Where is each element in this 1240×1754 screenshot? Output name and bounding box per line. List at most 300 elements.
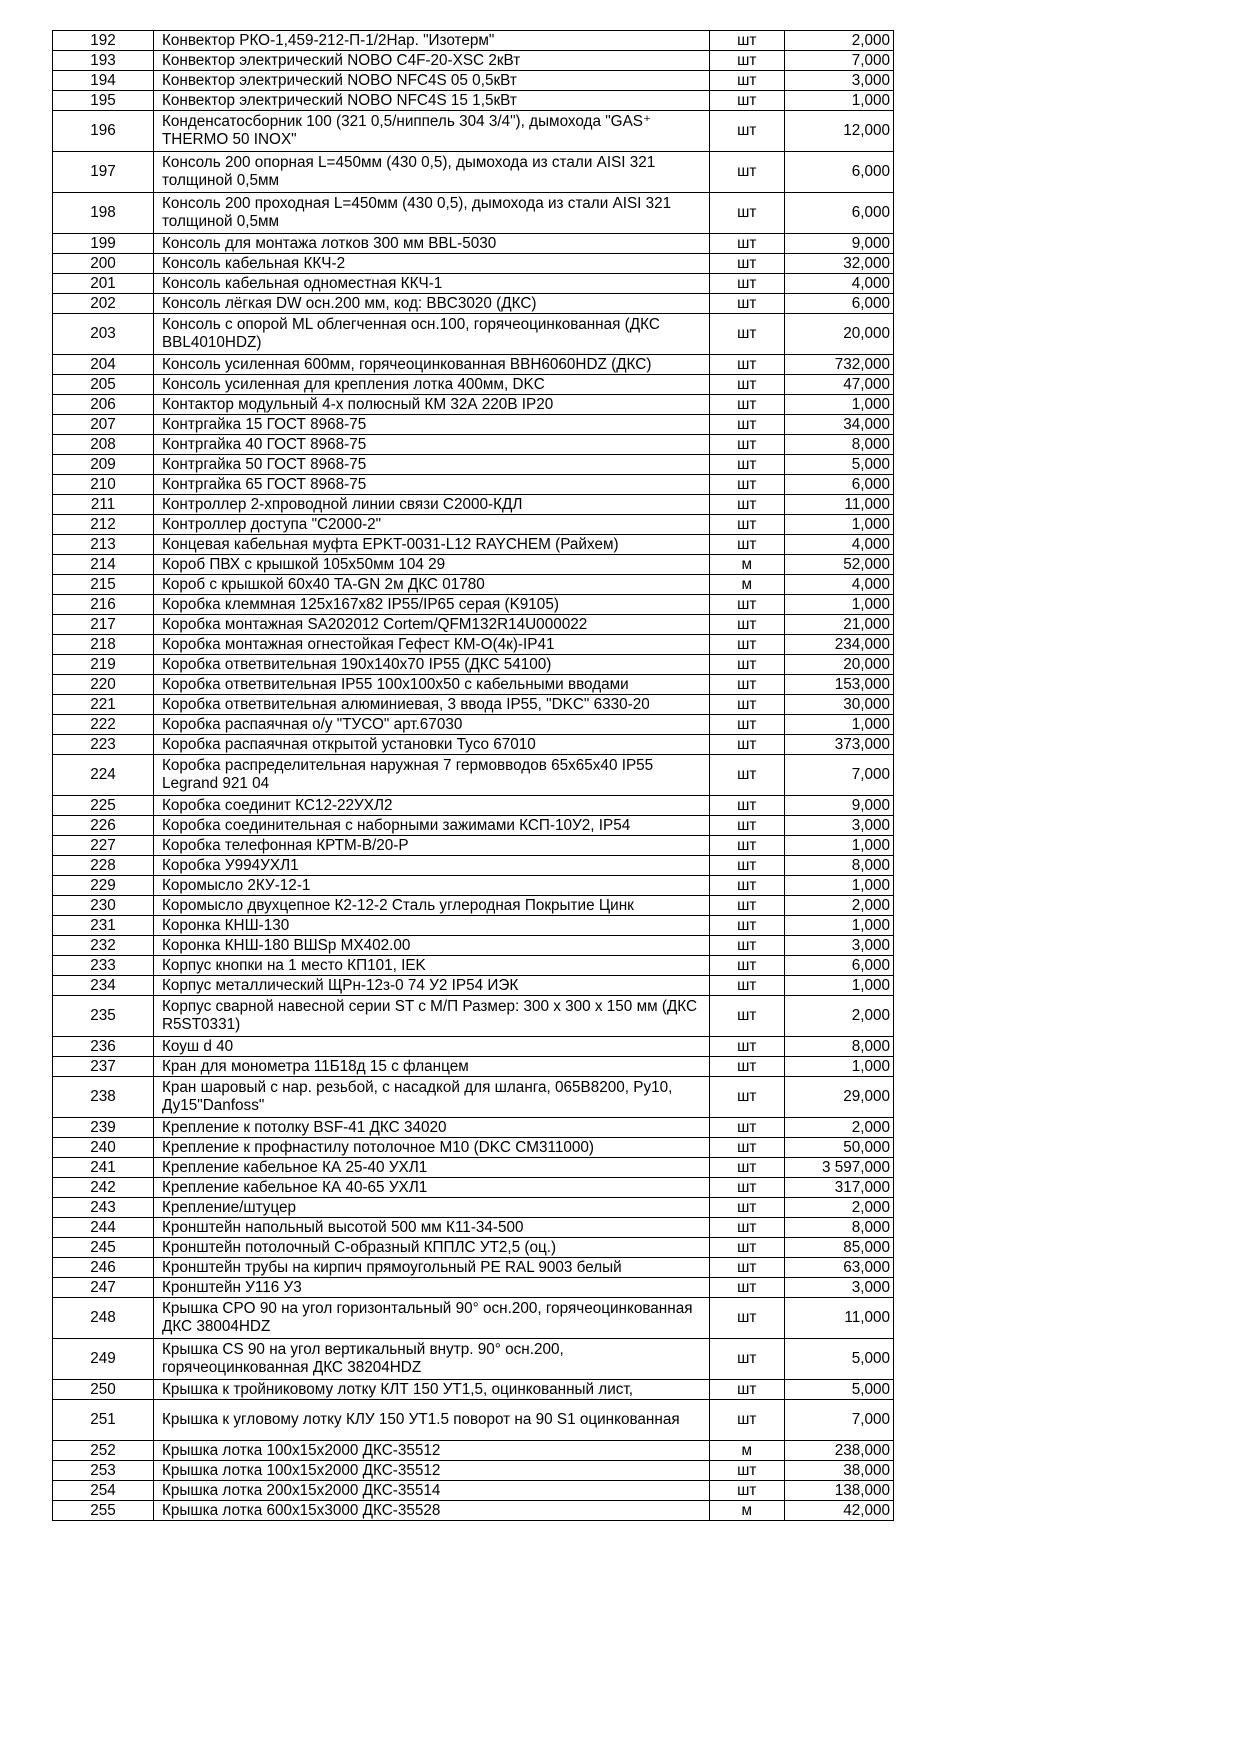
quantity-cell: 238,000 bbox=[784, 1441, 893, 1461]
quantity-cell: 8,000 bbox=[784, 856, 893, 876]
unit-cell: шт bbox=[709, 595, 784, 615]
description-cell: Контроллер 2-хпроводной линии связи С2000-КДЛ bbox=[153, 495, 709, 515]
quantity-cell: 6,000 bbox=[784, 475, 893, 495]
row-number-cell: 244 bbox=[53, 1218, 154, 1238]
unit-cell: шт bbox=[709, 715, 784, 735]
table-row bbox=[53, 856, 894, 876]
row-number-cell: 239 bbox=[53, 1118, 154, 1138]
unit-cell: шт bbox=[709, 956, 784, 976]
quantity-cell: 52,000 bbox=[784, 555, 893, 575]
description-cell: Конвектор электрический NOBO NFC4S 05 0,5кВт bbox=[153, 71, 709, 91]
table-row bbox=[53, 475, 894, 495]
description-cell: Короб ПВХ с крышкой 105х50мм 104 29 bbox=[153, 555, 709, 575]
description-cell: Консоль лёгкая DW осн.200 мм, код: BBC3020 (ДКС) bbox=[153, 294, 709, 314]
row-number-cell: 230 bbox=[53, 896, 154, 916]
description-cell: Контактор модульный 4-х полюсный КМ 32А 220В IP20 bbox=[153, 395, 709, 415]
row-number-cell: 228 bbox=[53, 856, 154, 876]
quantity-cell: 34,000 bbox=[784, 415, 893, 435]
table-row bbox=[53, 274, 894, 294]
quantity-cell: 3,000 bbox=[784, 936, 893, 956]
quantity-cell: 1,000 bbox=[784, 91, 893, 111]
unit-cell: шт bbox=[709, 1339, 784, 1380]
unit-cell: м bbox=[709, 555, 784, 575]
description-cell: Коронка КНШ-180 BШSp MX402.00 bbox=[153, 936, 709, 956]
description-cell: Крышка лотка 600х15х3000 ДКС-35528 bbox=[153, 1501, 709, 1521]
row-number-cell: 197 bbox=[53, 152, 154, 193]
quantity-cell: 1,000 bbox=[784, 1057, 893, 1077]
quantity-cell: 7,000 bbox=[784, 51, 893, 71]
description-cell: Коромысло двухцепное К2-12-2 Сталь углеродная Покрытие Цинк bbox=[153, 896, 709, 916]
unit-cell: шт bbox=[709, 51, 784, 71]
description-cell: Крышка к тройниковому лотку КЛТ 150 УТ1,5, оцинкованный лист, bbox=[153, 1380, 709, 1400]
quantity-cell: 2,000 bbox=[784, 896, 893, 916]
quantity-cell: 6,000 bbox=[784, 193, 893, 234]
table-row bbox=[53, 936, 894, 956]
quantity-cell: 8,000 bbox=[784, 1218, 893, 1238]
quantity-cell: 38,000 bbox=[784, 1461, 893, 1481]
table-row bbox=[53, 1178, 894, 1198]
unit-cell: шт bbox=[709, 735, 784, 755]
description-cell: Консоль кабельная ККЧ-2 bbox=[153, 254, 709, 274]
row-number-cell: 247 bbox=[53, 1278, 154, 1298]
unit-cell: шт bbox=[709, 1178, 784, 1198]
description-cell: Консоль с опорой ML облегченная осн.100, горячеоцинкованная (ДКС BBL4010HDZ) bbox=[153, 314, 709, 355]
table-row bbox=[53, 755, 894, 796]
table-row bbox=[53, 916, 894, 936]
unit-cell: шт bbox=[709, 234, 784, 254]
row-number-cell: 232 bbox=[53, 936, 154, 956]
description-cell: Корпус сварной навесной серии ST с М/П Размер: 300 х 300 х 150 мм (ДКС R5ST0331) bbox=[153, 996, 709, 1037]
description-cell: Коромысло 2КУ-12-1 bbox=[153, 876, 709, 896]
unit-cell: шт bbox=[709, 455, 784, 475]
quantity-cell: 47,000 bbox=[784, 375, 893, 395]
quantity-cell: 29,000 bbox=[784, 1077, 893, 1118]
unit-cell: шт bbox=[709, 314, 784, 355]
description-cell: Коробка ответвительная IP55 100х100х50 с кабельными вводами bbox=[153, 675, 709, 695]
inventory-sheet bbox=[52, 30, 894, 1521]
row-number-cell: 237 bbox=[53, 1057, 154, 1077]
unit-cell: шт bbox=[709, 515, 784, 535]
table-row bbox=[53, 675, 894, 695]
quantity-cell: 153,000 bbox=[784, 675, 893, 695]
description-cell: Кронштейн трубы на кирпич прямоугольный PE RAL 9003 белый bbox=[153, 1258, 709, 1278]
table-row bbox=[53, 1258, 894, 1278]
description-cell: Контргайка 40 ГОСТ 8968-75 bbox=[153, 435, 709, 455]
quantity-cell: 6,000 bbox=[784, 956, 893, 976]
quantity-cell: 1,000 bbox=[784, 395, 893, 415]
description-cell: Коробка распаячная открытой установки Tyco 67010 bbox=[153, 735, 709, 755]
row-number-cell: 226 bbox=[53, 816, 154, 836]
quantity-cell: 42,000 bbox=[784, 1501, 893, 1521]
unit-cell: шт bbox=[709, 193, 784, 234]
table-row bbox=[53, 575, 894, 595]
table-row bbox=[53, 1380, 894, 1400]
table-row bbox=[53, 254, 894, 274]
description-cell: Коробка соединительная с наборными зажимами КСП-10У2, IP54 bbox=[153, 816, 709, 836]
quantity-cell: 5,000 bbox=[784, 1380, 893, 1400]
description-cell: Крепление к потолку BSF-41 ДКС 34020 bbox=[153, 1118, 709, 1138]
table-row bbox=[53, 1077, 894, 1118]
table-row bbox=[53, 1278, 894, 1298]
unit-cell: шт bbox=[709, 695, 784, 715]
row-number-cell: 216 bbox=[53, 595, 154, 615]
table-row bbox=[53, 1481, 894, 1501]
row-number-cell: 223 bbox=[53, 735, 154, 755]
quantity-cell: 8,000 bbox=[784, 1037, 893, 1057]
row-number-cell: 207 bbox=[53, 415, 154, 435]
description-cell: Конвектор электрический NOBO NFC4S 15 1,5кВт bbox=[153, 91, 709, 111]
unit-cell: шт bbox=[709, 1218, 784, 1238]
row-number-cell: 242 bbox=[53, 1178, 154, 1198]
row-number-cell: 231 bbox=[53, 916, 154, 936]
description-cell: Кронштейн У116 У3 bbox=[153, 1278, 709, 1298]
quantity-cell: 1,000 bbox=[784, 515, 893, 535]
description-cell: Крышка лотка 200х15х2000 ДКС-35514 bbox=[153, 1481, 709, 1501]
row-number-cell: 235 bbox=[53, 996, 154, 1037]
table-row bbox=[53, 555, 894, 575]
description-cell: Коуш d 40 bbox=[153, 1037, 709, 1057]
row-number-cell: 221 bbox=[53, 695, 154, 715]
description-cell: Контроллер доступа "С2000-2" bbox=[153, 515, 709, 535]
description-cell: Корпус кнопки на 1 место КП101, IEK bbox=[153, 956, 709, 976]
unit-cell: шт bbox=[709, 535, 784, 555]
unit-cell: шт bbox=[709, 254, 784, 274]
unit-cell: шт bbox=[709, 1198, 784, 1218]
unit-cell: шт bbox=[709, 836, 784, 856]
unit-cell: шт bbox=[709, 655, 784, 675]
unit-cell: шт bbox=[709, 1461, 784, 1481]
table-row bbox=[53, 355, 894, 375]
table-row bbox=[53, 816, 894, 836]
unit-cell: шт bbox=[709, 856, 784, 876]
description-cell: Крышка CS 90 на угол вертикальный внутр. 90° осн.200, горячеоцинкованная ДКС 38204HDZ bbox=[153, 1339, 709, 1380]
row-number-cell: 204 bbox=[53, 355, 154, 375]
row-number-cell: 236 bbox=[53, 1037, 154, 1057]
table-row bbox=[53, 595, 894, 615]
quantity-cell: 1,000 bbox=[784, 876, 893, 896]
table-row bbox=[53, 876, 894, 896]
row-number-cell: 255 bbox=[53, 1501, 154, 1521]
row-number-cell: 205 bbox=[53, 375, 154, 395]
table-row bbox=[53, 375, 894, 395]
row-number-cell: 192 bbox=[53, 31, 154, 51]
unit-cell: шт bbox=[709, 936, 784, 956]
table-row bbox=[53, 1118, 894, 1138]
quantity-cell: 1,000 bbox=[784, 836, 893, 856]
table-row bbox=[53, 314, 894, 355]
unit-cell: шт bbox=[709, 91, 784, 111]
unit-cell: шт bbox=[709, 1238, 784, 1258]
quantity-cell: 4,000 bbox=[784, 535, 893, 555]
quantity-cell: 63,000 bbox=[784, 1258, 893, 1278]
table-row bbox=[53, 415, 894, 435]
unit-cell: шт bbox=[709, 615, 784, 635]
description-cell: Консоль для монтажа лотков 300 мм BBL-5030 bbox=[153, 234, 709, 254]
row-number-cell: 225 bbox=[53, 796, 154, 816]
quantity-cell: 6,000 bbox=[784, 294, 893, 314]
quantity-cell: 2,000 bbox=[784, 1198, 893, 1218]
unit-cell: м bbox=[709, 575, 784, 595]
table-row bbox=[53, 1298, 894, 1339]
unit-cell: шт bbox=[709, 1158, 784, 1178]
quantity-cell: 1,000 bbox=[784, 916, 893, 936]
unit-cell: шт bbox=[709, 274, 784, 294]
table-row bbox=[53, 956, 894, 976]
table-row bbox=[53, 735, 894, 755]
quantity-cell: 373,000 bbox=[784, 735, 893, 755]
row-number-cell: 214 bbox=[53, 555, 154, 575]
description-cell: Консоль усиленная для крепления лотка 400мм, DKC bbox=[153, 375, 709, 395]
row-number-cell: 196 bbox=[53, 111, 154, 152]
row-number-cell: 227 bbox=[53, 836, 154, 856]
unit-cell: шт bbox=[709, 1037, 784, 1057]
table-row bbox=[53, 1400, 894, 1441]
table-row bbox=[53, 31, 894, 51]
row-number-cell: 202 bbox=[53, 294, 154, 314]
row-number-cell: 253 bbox=[53, 1461, 154, 1481]
table-row bbox=[53, 515, 894, 535]
table-row bbox=[53, 1037, 894, 1057]
unit-cell: м bbox=[709, 1441, 784, 1461]
unit-cell: шт bbox=[709, 896, 784, 916]
table-row bbox=[53, 1218, 894, 1238]
row-number-cell: 215 bbox=[53, 575, 154, 595]
description-cell: Контргайка 65 ГОСТ 8968-75 bbox=[153, 475, 709, 495]
description-cell: Контргайка 50 ГОСТ 8968-75 bbox=[153, 455, 709, 475]
description-cell: Конденсатосборник 100 (321 0,5/ниппель 304 3/4"), дымохода "GAS⁺ THERMO 50 INOX" bbox=[153, 111, 709, 152]
description-cell: Коробка телефонная КРТМ-В/20-Р bbox=[153, 836, 709, 856]
unit-cell: шт bbox=[709, 1138, 784, 1158]
description-cell: Концевая кабельная муфта EPKT-0031-L12 RAYCHEM (Райхем) bbox=[153, 535, 709, 555]
quantity-cell: 50,000 bbox=[784, 1138, 893, 1158]
quantity-cell: 21,000 bbox=[784, 615, 893, 635]
table-row bbox=[53, 1198, 894, 1218]
description-cell: Консоль кабельная одноместная ККЧ-1 bbox=[153, 274, 709, 294]
description-cell: Консоль усиленная 600мм, горячеоцинкованная BBH6060HDZ (ДКС) bbox=[153, 355, 709, 375]
table-row bbox=[53, 152, 894, 193]
unit-cell: шт bbox=[709, 1278, 784, 1298]
description-cell: Кран шаровый с нар. резьбой, с насадкой для шланга, 065B8200, Ру10, Ду15"Danfoss" bbox=[153, 1077, 709, 1118]
table-row bbox=[53, 111, 894, 152]
description-cell: Коробка распаячная о/у "ТУСО" арт.67030 bbox=[153, 715, 709, 735]
table-row bbox=[53, 976, 894, 996]
unit-cell: шт bbox=[709, 1258, 784, 1278]
table-row bbox=[53, 996, 894, 1037]
row-number-cell: 201 bbox=[53, 274, 154, 294]
row-number-cell: 233 bbox=[53, 956, 154, 976]
table-row bbox=[53, 1238, 894, 1258]
quantity-cell: 4,000 bbox=[784, 575, 893, 595]
unit-cell: шт bbox=[709, 1481, 784, 1501]
description-cell: Кронштейн напольный высотой 500 мм К11-34-500 bbox=[153, 1218, 709, 1238]
row-number-cell: 195 bbox=[53, 91, 154, 111]
description-cell: Коробка монтажная SA202012 Cortem/QFM132R14U000022 bbox=[153, 615, 709, 635]
table-row bbox=[53, 655, 894, 675]
description-cell: Крепление/штуцер bbox=[153, 1198, 709, 1218]
quantity-cell: 5,000 bbox=[784, 455, 893, 475]
row-number-cell: 234 bbox=[53, 976, 154, 996]
unit-cell: шт bbox=[709, 675, 784, 695]
inventory-table-body bbox=[53, 31, 894, 1521]
description-cell: Коробка клеммная 125х167х82 IP55/IP65 серая (K9105) bbox=[153, 595, 709, 615]
quantity-cell: 11,000 bbox=[784, 495, 893, 515]
description-cell: Крепление кабельное КА 40-65 УХЛ1 bbox=[153, 1178, 709, 1198]
quantity-cell: 11,000 bbox=[784, 1298, 893, 1339]
row-number-cell: 240 bbox=[53, 1138, 154, 1158]
description-cell: Крепление к профнастилу потолочное М10 (DKC CM311000) bbox=[153, 1138, 709, 1158]
row-number-cell: 211 bbox=[53, 495, 154, 515]
table-row bbox=[53, 535, 894, 555]
table-row bbox=[53, 715, 894, 735]
unit-cell: шт bbox=[709, 916, 784, 936]
unit-cell: шт bbox=[709, 635, 784, 655]
quantity-cell: 9,000 bbox=[784, 234, 893, 254]
description-cell: Коробка монтажная огнестойкая Гефест КМ-О(4к)-IP41 bbox=[153, 635, 709, 655]
table-row bbox=[53, 635, 894, 655]
unit-cell: м bbox=[709, 1501, 784, 1521]
unit-cell: шт bbox=[709, 1057, 784, 1077]
description-cell: Контргайка 15 ГОСТ 8968-75 bbox=[153, 415, 709, 435]
unit-cell: шт bbox=[709, 755, 784, 796]
table-row bbox=[53, 395, 894, 415]
table-row bbox=[53, 1441, 894, 1461]
quantity-cell: 732,000 bbox=[784, 355, 893, 375]
row-number-cell: 219 bbox=[53, 655, 154, 675]
table-row bbox=[53, 896, 894, 916]
row-number-cell: 245 bbox=[53, 1238, 154, 1258]
row-number-cell: 241 bbox=[53, 1158, 154, 1178]
unit-cell: шт bbox=[709, 31, 784, 51]
table-row bbox=[53, 836, 894, 856]
inventory-table bbox=[52, 30, 894, 1521]
unit-cell: шт bbox=[709, 976, 784, 996]
description-cell: Коробка ответвительная 190х140х70 IP55 (ДКС 54100) bbox=[153, 655, 709, 675]
row-number-cell: 246 bbox=[53, 1258, 154, 1278]
table-row bbox=[53, 91, 894, 111]
description-cell: Кран для монометра 11Б18д 15 с фланцем bbox=[153, 1057, 709, 1077]
description-cell: Крепление кабельное КА 25-40 УХЛ1 bbox=[153, 1158, 709, 1178]
table-row bbox=[53, 294, 894, 314]
row-number-cell: 222 bbox=[53, 715, 154, 735]
unit-cell: шт bbox=[709, 876, 784, 896]
unit-cell: шт bbox=[709, 1077, 784, 1118]
row-number-cell: 252 bbox=[53, 1441, 154, 1461]
table-row bbox=[53, 495, 894, 515]
unit-cell: шт bbox=[709, 816, 784, 836]
unit-cell: шт bbox=[709, 996, 784, 1037]
table-row bbox=[53, 234, 894, 254]
table-row bbox=[53, 455, 894, 475]
description-cell: Крышка лотка 100х15х2000 ДКС-35512 bbox=[153, 1441, 709, 1461]
description-cell: Крышка лотка 100х15х2000 ДКС-35512 bbox=[153, 1461, 709, 1481]
quantity-cell: 317,000 bbox=[784, 1178, 893, 1198]
quantity-cell: 1,000 bbox=[784, 595, 893, 615]
row-number-cell: 220 bbox=[53, 675, 154, 695]
row-number-cell: 229 bbox=[53, 876, 154, 896]
description-cell: Коробка распределительная наружная 7 гермовводов 65х65х40 IP55 Legrand 921 04 bbox=[153, 755, 709, 796]
description-cell: Конвектор РКО-1,459-212-П-1/2Нар. "Изотерм" bbox=[153, 31, 709, 51]
quantity-cell: 7,000 bbox=[784, 755, 893, 796]
table-row bbox=[53, 1461, 894, 1481]
row-number-cell: 251 bbox=[53, 1400, 154, 1441]
unit-cell: шт bbox=[709, 435, 784, 455]
description-cell: Коронка КНШ-130 bbox=[153, 916, 709, 936]
quantity-cell: 3,000 bbox=[784, 816, 893, 836]
description-cell: Корпус металлический ЩРн-12з-0 74 У2 IP54 ИЭК bbox=[153, 976, 709, 996]
row-number-cell: 210 bbox=[53, 475, 154, 495]
description-cell: Короб с крышкой 60х40 TA-GN 2м ДКС 01780 bbox=[153, 575, 709, 595]
row-number-cell: 224 bbox=[53, 755, 154, 796]
description-cell: Коробка соединит КС12-22УХЛ2 bbox=[153, 796, 709, 816]
row-number-cell: 200 bbox=[53, 254, 154, 274]
quantity-cell: 7,000 bbox=[784, 1400, 893, 1441]
quantity-cell: 2,000 bbox=[784, 1118, 893, 1138]
row-number-cell: 249 bbox=[53, 1339, 154, 1380]
unit-cell: шт bbox=[709, 475, 784, 495]
quantity-cell: 6,000 bbox=[784, 152, 893, 193]
description-cell: Кронштейн потолочный С-образный КППЛС УТ2,5 (оц.) bbox=[153, 1238, 709, 1258]
unit-cell: шт bbox=[709, 294, 784, 314]
row-number-cell: 254 bbox=[53, 1481, 154, 1501]
description-cell: Консоль 200 проходная L=450мм (430 0,5), дымохода из стали AISI 321 толщиной 0,5мм bbox=[153, 193, 709, 234]
row-number-cell: 208 bbox=[53, 435, 154, 455]
quantity-cell: 3,000 bbox=[784, 71, 893, 91]
description-cell: Крышка к угловому лотку КЛУ 150 УТ1.5 поворот на 90 S1 оцинкованная bbox=[153, 1400, 709, 1441]
table-row bbox=[53, 796, 894, 816]
unit-cell: шт bbox=[709, 1298, 784, 1339]
table-row bbox=[53, 51, 894, 71]
quantity-cell: 32,000 bbox=[784, 254, 893, 274]
row-number-cell: 248 bbox=[53, 1298, 154, 1339]
unit-cell: шт bbox=[709, 495, 784, 515]
unit-cell: шт bbox=[709, 1380, 784, 1400]
quantity-cell: 4,000 bbox=[784, 274, 893, 294]
unit-cell: шт bbox=[709, 1400, 784, 1441]
row-number-cell: 194 bbox=[53, 71, 154, 91]
row-number-cell: 217 bbox=[53, 615, 154, 635]
quantity-cell: 12,000 bbox=[784, 111, 893, 152]
row-number-cell: 203 bbox=[53, 314, 154, 355]
row-number-cell: 250 bbox=[53, 1380, 154, 1400]
row-number-cell: 238 bbox=[53, 1077, 154, 1118]
unit-cell: шт bbox=[709, 1118, 784, 1138]
quantity-cell: 2,000 bbox=[784, 31, 893, 51]
table-row bbox=[53, 1501, 894, 1521]
description-cell: Коробка У994УХЛ1 bbox=[153, 856, 709, 876]
quantity-cell: 9,000 bbox=[784, 796, 893, 816]
row-number-cell: 218 bbox=[53, 635, 154, 655]
unit-cell: шт bbox=[709, 71, 784, 91]
description-cell: Конвектор электрический NOBO C4F-20-XSC 2кВт bbox=[153, 51, 709, 71]
table-row bbox=[53, 615, 894, 635]
quantity-cell: 234,000 bbox=[784, 635, 893, 655]
row-number-cell: 212 bbox=[53, 515, 154, 535]
quantity-cell: 30,000 bbox=[784, 695, 893, 715]
table-row bbox=[53, 1339, 894, 1380]
quantity-cell: 3,000 bbox=[784, 1278, 893, 1298]
unit-cell: шт bbox=[709, 152, 784, 193]
quantity-cell: 85,000 bbox=[784, 1238, 893, 1258]
table-row bbox=[53, 695, 894, 715]
table-row bbox=[53, 1158, 894, 1178]
quantity-cell: 5,000 bbox=[784, 1339, 893, 1380]
quantity-cell: 20,000 bbox=[784, 314, 893, 355]
unit-cell: шт bbox=[709, 796, 784, 816]
quantity-cell: 8,000 bbox=[784, 435, 893, 455]
row-number-cell: 199 bbox=[53, 234, 154, 254]
quantity-cell: 1,000 bbox=[784, 976, 893, 996]
quantity-cell: 2,000 bbox=[784, 996, 893, 1037]
